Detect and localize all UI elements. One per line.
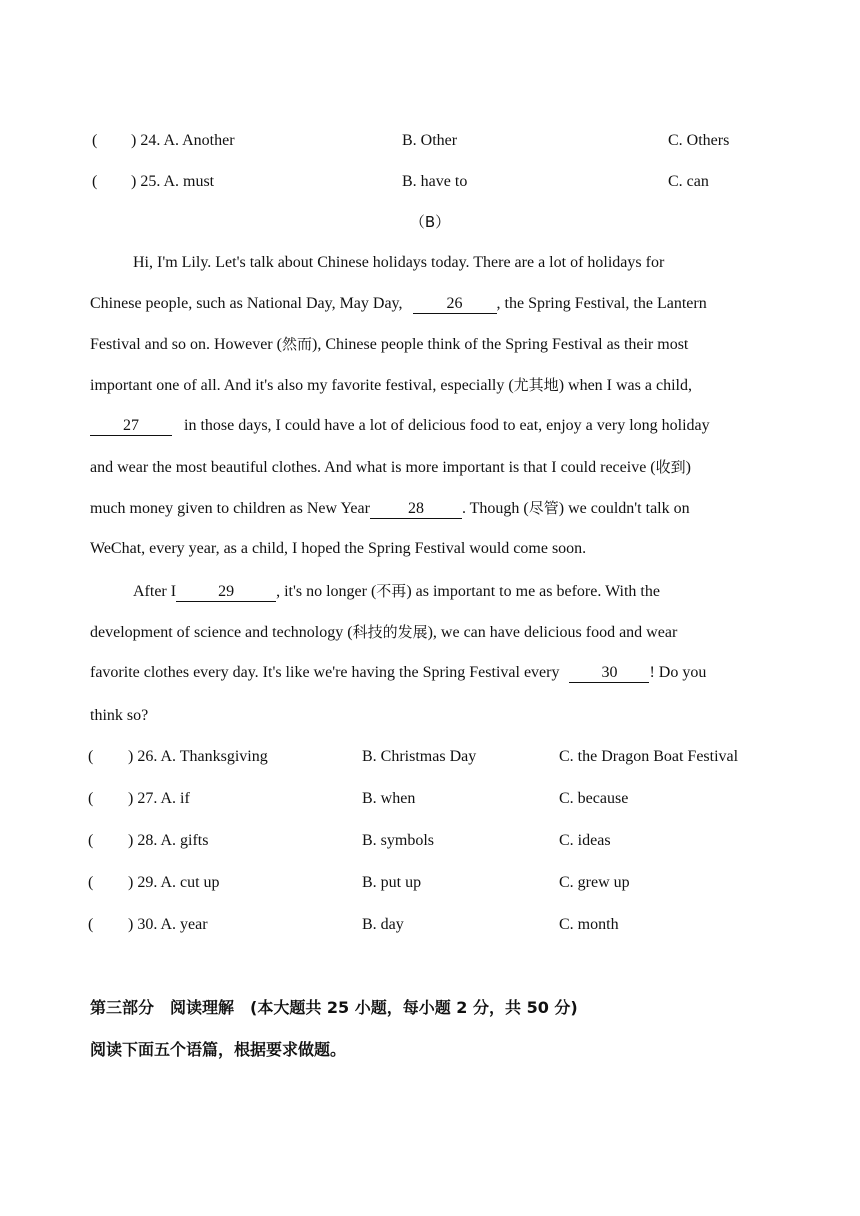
- passage-line: Hi, I'm Lily. Let's talk about Chinese holidays today. There are a lot of holidays for: [133, 254, 665, 271]
- answer-paren-26: (: [88, 748, 94, 765]
- answer-paren-25: (: [92, 173, 98, 190]
- question-25-option-c: C. can: [668, 173, 709, 190]
- blank-29[interactable]: 29: [176, 583, 276, 602]
- passage-line: and wear the most beautiful clothes. And what is more important is that I could receive (收到): [90, 458, 691, 476]
- passage-line: After I 29 , it's no longer (不再) as important to me as before. With the: [133, 582, 660, 600]
- question-26-option-b: B. Christmas Day: [362, 748, 477, 765]
- question-30-option-b: B. day: [362, 916, 404, 933]
- question-27-option-c: C. because: [559, 790, 629, 807]
- section-b-title: （B）: [409, 213, 451, 231]
- question-28-option-a: ) 28. A. gifts: [128, 832, 209, 849]
- passage-line: favorite clothes every day. It's like we're having the Spring Festival every 30 ! Do you: [90, 664, 707, 681]
- question-27-option-a: ) 27. A. if: [128, 790, 190, 807]
- passage-line: Festival and so on. However (然而), Chinese people think of the Spring Festival as their most: [90, 335, 689, 353]
- question-29-option-a: ) 29. A. cut up: [128, 874, 220, 891]
- question-29-option-b: B. put up: [362, 874, 422, 891]
- blank-26[interactable]: 26: [413, 295, 497, 314]
- part3-title: 第三部分 阅读理解 (本大题共 25 小题，每小题 2 分，共 50 分): [90, 998, 578, 1017]
- question-24-option-b: B. Other: [402, 132, 458, 149]
- passage-line: much money given to children as New Year 28 . Though (尽管) we couldn't talk on: [90, 499, 690, 517]
- question-26-option-c: C. the Dragon Boat Festival: [559, 748, 739, 765]
- passage-line: 27 in those days, I could have a lot of delicious food to eat, enjoy a very long holiday: [90, 415, 776, 437]
- question-30-option-a: ) 30. A. year: [128, 916, 208, 933]
- question-26-option-a: ) 26. A. Thanksgiving: [128, 748, 268, 765]
- passage-line: WeChat, every year, as a child, I hoped the Spring Festival would come soon.: [90, 540, 587, 557]
- question-24-option-c: C. Others: [668, 132, 730, 149]
- answer-paren-28: (: [88, 832, 94, 849]
- blank-30[interactable]: 30: [569, 664, 649, 683]
- question-25-option-a: ) 25. A. must: [131, 173, 215, 190]
- blank-27[interactable]: 27: [90, 417, 172, 436]
- question-24-option-a: ) 24. A. Another: [131, 132, 235, 149]
- answer-paren-30: (: [88, 916, 94, 933]
- question-28-option-b: B. symbols: [362, 832, 435, 849]
- question-25-option-b: B. have to: [402, 173, 468, 190]
- question-30-option-c: C. month: [559, 916, 619, 933]
- part3-instruction: 阅读下面五个语篇，根据要求做题。: [90, 1040, 347, 1059]
- passage-line: think so?: [90, 707, 149, 724]
- passage-line: Chinese people, such as National Day, May Day, 26 , the Spring Festival, the Lantern: [90, 295, 707, 312]
- answer-paren-27: (: [88, 790, 94, 807]
- blank-28[interactable]: 28: [370, 500, 462, 519]
- answer-paren-24: (: [92, 132, 98, 149]
- question-29-option-c: C. grew up: [559, 874, 630, 891]
- passage-line: development of science and technology (科技的发展), we can have delicious food and wear: [90, 623, 678, 641]
- question-27-option-b: B. when: [362, 790, 416, 807]
- passage-line: important one of all. And it's also my favorite festival, especially (尤其地) when I was a child,: [90, 376, 692, 394]
- answer-paren-29: (: [88, 874, 94, 891]
- question-28-option-c: C. ideas: [559, 832, 611, 849]
